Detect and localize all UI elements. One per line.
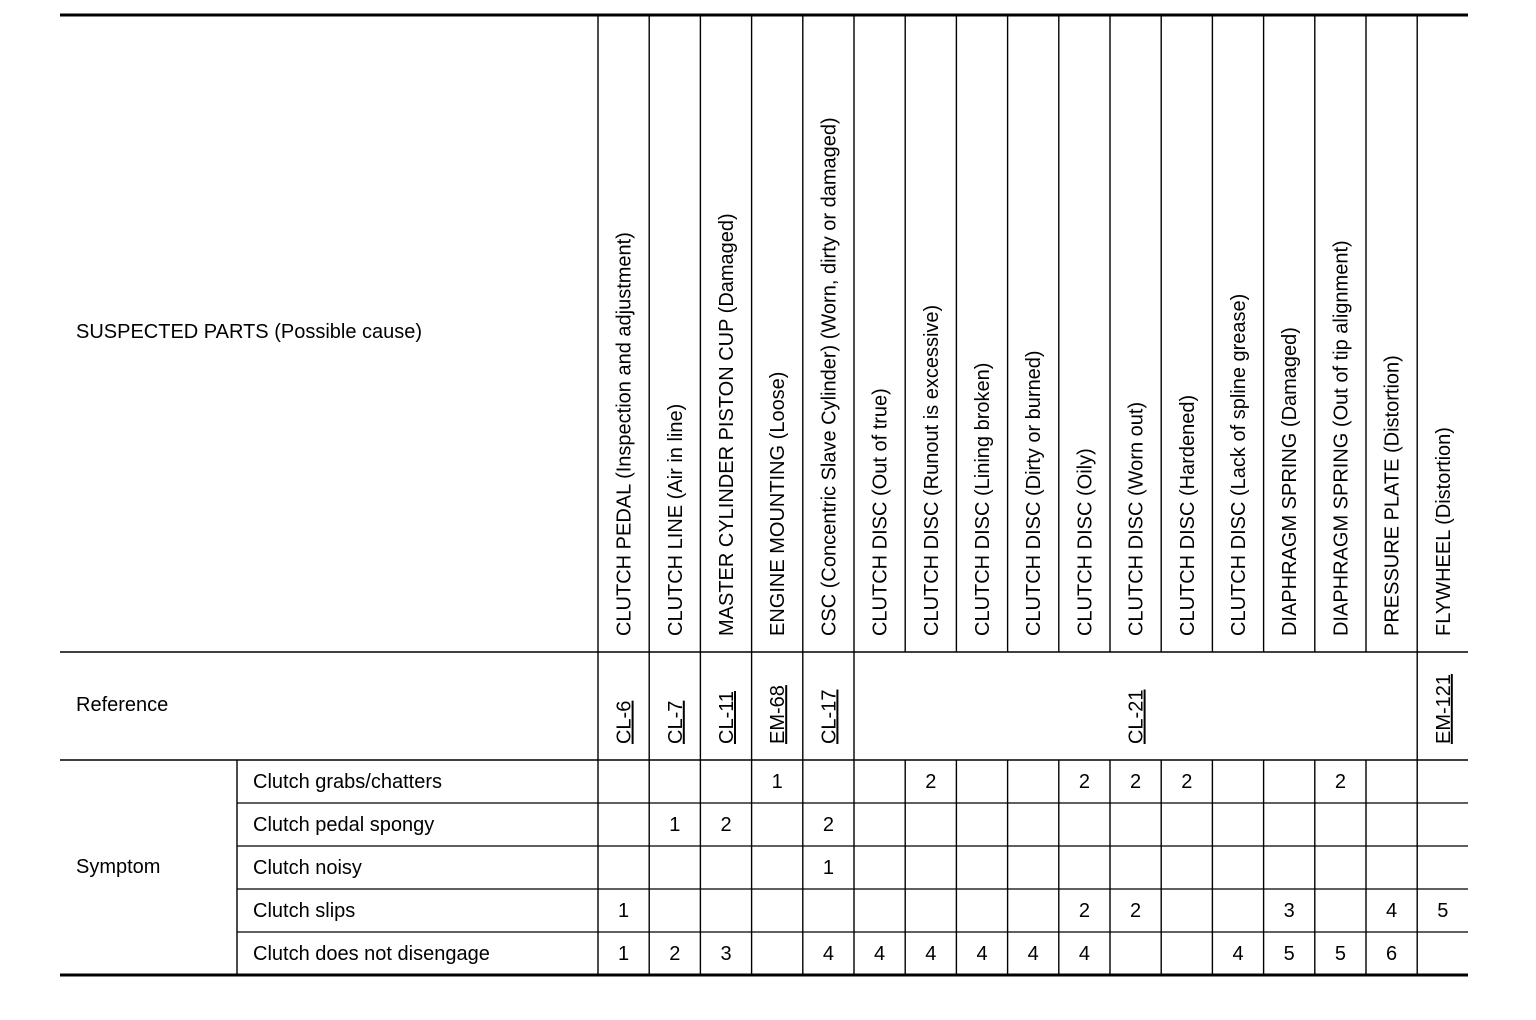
table-row <box>253 814 834 836</box>
symptom-label: Symptom <box>76 856 161 878</box>
symptom-name: Clutch grabs/chatters <box>253 771 442 793</box>
priority-value: 2 <box>720 814 732 836</box>
priority-value: 1 <box>618 943 630 965</box>
priority-value: 4 <box>874 943 886 965</box>
priority-value: 4 <box>1078 943 1090 965</box>
column-header: CLUTCH DISC (Oily) <box>1074 448 1097 636</box>
table-row <box>253 771 1346 793</box>
table-row <box>253 900 1448 922</box>
priority-value: 2 <box>1130 771 1142 793</box>
symptom-name: Clutch does not disengage <box>253 943 490 965</box>
priority-value: 4 <box>1386 900 1398 922</box>
priority-value: 2 <box>1334 771 1346 793</box>
column-header: CLUTCH DISC (Dirty or burned) <box>1023 350 1046 636</box>
priority-value: 2 <box>1130 900 1142 922</box>
priority-value: 2 <box>1078 900 1090 922</box>
priority-value: 3 <box>1283 900 1295 922</box>
column-header: FLYWHEEL (Distortion) <box>1432 427 1455 636</box>
symptom-name: Clutch pedal spongy <box>253 814 435 836</box>
priority-value: 5 <box>1283 943 1295 965</box>
reference-link[interactable]: EM-68 <box>767 685 790 744</box>
reference-link[interactable]: CL-17 <box>818 689 841 744</box>
suspected-parts-label: SUSPECTED PARTS (Possible cause) <box>76 321 423 343</box>
priority-value: 4 <box>1232 943 1244 965</box>
priority-value: 2 <box>1181 771 1193 793</box>
table-row <box>253 943 1397 965</box>
priority-value: 2 <box>925 771 937 793</box>
priority-value: 4 <box>925 943 937 965</box>
priority-value: 5 <box>1437 900 1449 922</box>
column-header: MASTER CYLINDER PISTON CUP (Damaged) <box>716 213 738 636</box>
priority-value: 1 <box>771 771 783 793</box>
reference-link[interactable]: CL-11 <box>716 691 738 744</box>
priority-value: 1 <box>618 900 630 922</box>
priority-value: 2 <box>822 814 834 836</box>
symptom-name: Clutch noisy <box>253 857 362 879</box>
reference-link[interactable]: EM-121 <box>1432 673 1455 744</box>
column-header: CSC (Concentric Slave Cylinder) (Worn, dirty or damaged) <box>818 117 841 636</box>
column-header: CLUTCH PEDAL (Inspection and adjustment) <box>613 232 636 636</box>
column-header: DIAPHRAGM SPRING (Damaged) <box>1279 327 1302 636</box>
column-header: CLUTCH DISC (Runout is excessive) <box>920 304 943 636</box>
reference-link[interactable]: CL-7 <box>664 700 687 744</box>
table-row <box>253 857 834 879</box>
priority-value: 5 <box>1334 943 1346 965</box>
reference-link[interactable]: CL-6 <box>613 700 636 744</box>
priority-value: 6 <box>1386 943 1398 965</box>
column-header: CLUTCH DISC (Hardened) <box>1176 394 1199 636</box>
reference-row <box>614 674 1455 744</box>
column-header: CLUTCH DISC (Out of true) <box>869 388 892 636</box>
priority-value: 1 <box>669 814 681 836</box>
column-headers <box>614 117 1455 636</box>
priority-value: 1 <box>822 857 834 879</box>
priority-value: 3 <box>720 943 732 965</box>
priority-value: 4 <box>976 943 988 965</box>
priority-value: 2 <box>1078 771 1090 793</box>
column-header: DIAPHRAGM SPRING (Out of tip alignment) <box>1330 240 1353 636</box>
symptom-name: Clutch slips <box>253 900 356 922</box>
reference-label: Reference <box>76 694 169 716</box>
column-header: CLUTCH DISC (Lack of spline grease) <box>1228 293 1250 636</box>
column-header: CLUTCH DISC (Worn out) <box>1125 401 1148 636</box>
reference-link[interactable]: CL-21 <box>1125 689 1148 744</box>
priority-value: 4 <box>822 943 834 965</box>
column-header: PRESSURE PLATE (Distortion) <box>1381 355 1404 636</box>
priority-value: 4 <box>1027 943 1039 965</box>
priority-value: 2 <box>669 943 681 965</box>
column-header: ENGINE MOUNTING (Loose) <box>767 371 790 636</box>
symptom-rows <box>253 771 1448 965</box>
column-header: CLUTCH LINE (Air in line) <box>664 403 687 636</box>
column-header: CLUTCH DISC (Lining broken) <box>972 362 994 636</box>
